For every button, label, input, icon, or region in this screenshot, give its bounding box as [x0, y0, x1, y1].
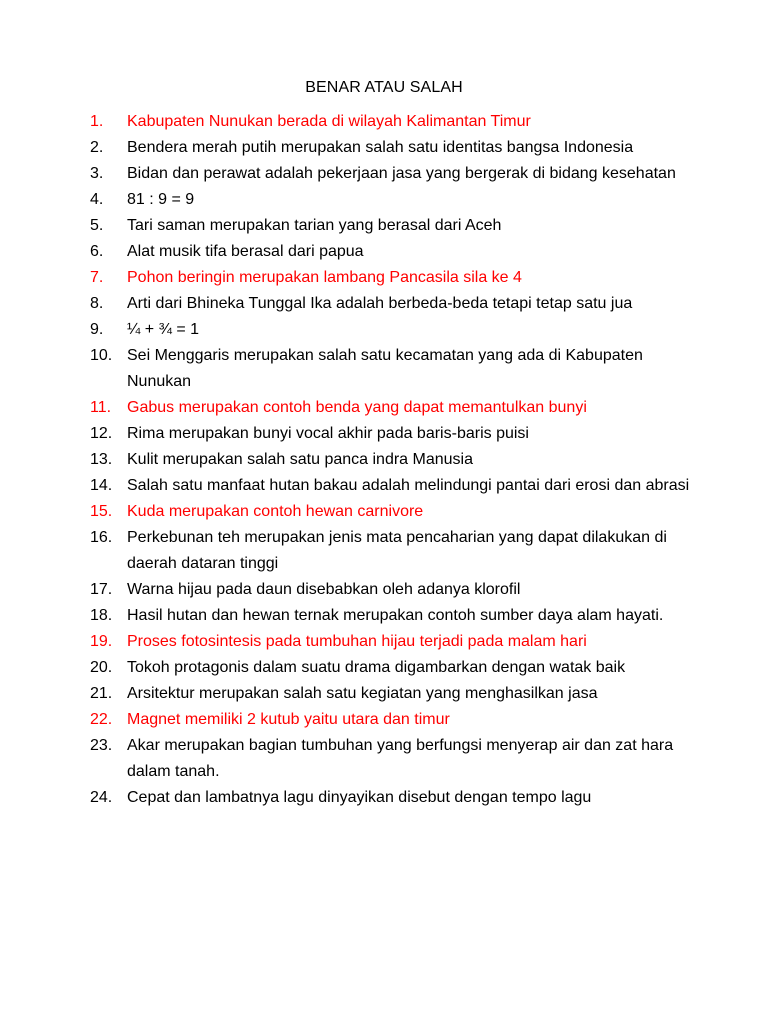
item-text: Proses fotosintesis pada tumbuhan hijau terjadi pada malam hari: [127, 633, 587, 650]
list-item: [90, 733, 690, 785]
item-number: 17.: [90, 581, 113, 598]
list-item: [90, 681, 690, 707]
item-text: Perkebunan teh merupakan jenis mata pencaharian yang dapat dilakukan di daerah dataran tinggi: [127, 529, 667, 572]
item-number: 9.: [90, 321, 104, 338]
item-number: 22.: [90, 711, 113, 728]
page-title: BENAR ATAU SALAH: [305, 79, 463, 96]
list-item: [90, 447, 690, 473]
item-number: 16.: [90, 529, 113, 546]
item-text: Tari saman merupakan tarian yang berasal dari Aceh: [127, 217, 502, 234]
item-text: Magnet memiliki 2 kutub yaitu utara dan timur: [127, 711, 450, 728]
list-item: [90, 473, 690, 499]
list-item: [90, 525, 690, 577]
list-item: [90, 785, 690, 811]
list-item: [90, 655, 690, 681]
item-text: Salah satu manfaat hutan bakau adalah melindungi pantai dari erosi dan abrasi: [127, 477, 690, 494]
statement-list: [90, 109, 690, 811]
list-item: [90, 291, 690, 317]
item-text: Sei Menggaris merupakan salah satu kecamatan yang ada di Kabupaten Nunukan: [127, 347, 643, 390]
item-number: 6.: [90, 243, 104, 260]
item-text: Kulit merupakan salah satu panca indra Manusia: [127, 451, 473, 468]
list-item: [90, 421, 690, 447]
list-item: [90, 161, 690, 187]
item-number: 7.: [90, 269, 104, 286]
list-item: [90, 213, 690, 239]
item-number: 18.: [90, 607, 113, 624]
item-number: 21.: [90, 685, 113, 702]
list-item: [90, 239, 690, 265]
item-number: 11.: [90, 399, 112, 416]
item-number: 24.: [90, 789, 113, 806]
item-text: Kuda merupakan contoh hewan carnivore: [127, 503, 424, 520]
item-number: 12.: [90, 425, 113, 442]
item-text: Arti dari Bhineka Tunggal Ika adalah berbeda-beda tetapi tetap satu jua: [127, 295, 633, 312]
list-item: [90, 343, 690, 395]
item-number: 3.: [90, 165, 104, 182]
list-item: [90, 265, 690, 291]
item-text: Kabupaten Nunukan berada di wilayah Kalimantan Timur: [127, 113, 531, 130]
item-text: Alat musik tifa berasal dari papua: [127, 243, 364, 260]
item-number: 23.: [90, 737, 113, 754]
item-text: Bendera merah putih merupakan salah satu identitas bangsa Indonesia: [127, 139, 634, 156]
list-item: [90, 603, 690, 629]
list-item: [90, 109, 690, 135]
list-item: [90, 629, 690, 655]
item-text: Gabus merupakan contoh benda yang dapat memantulkan bunyi: [127, 399, 587, 416]
list-item: [90, 577, 690, 603]
item-number: 20.: [90, 659, 113, 676]
item-text: Akar merupakan bagian tumbuhan yang berfungsi menyerap air dan zat hara dalam tanah.: [127, 737, 674, 780]
item-number: 13.: [90, 451, 113, 468]
item-number: 15.: [90, 503, 113, 520]
list-item: [90, 499, 690, 525]
list-item: [90, 395, 690, 421]
item-number: 8.: [90, 295, 104, 312]
item-number: 14.: [90, 477, 113, 494]
item-number: 10.: [90, 347, 113, 364]
item-text: Bidan dan perawat adalah pekerjaan jasa yang bergerak di bidang kesehatan: [127, 165, 676, 182]
item-number: 2.: [90, 139, 104, 156]
list-item: [90, 187, 690, 213]
item-text: ¼ + ¾ = 1: [127, 321, 200, 338]
item-text: Arsitektur merupakan salah satu kegiatan yang menghasilkan jasa: [127, 685, 598, 702]
item-text: Cepat dan lambatnya lagu dinyayikan disebut dengan tempo lagu: [127, 789, 592, 806]
item-number: 1.: [90, 113, 104, 130]
item-text: Rima merupakan bunyi vocal akhir pada baris-baris puisi: [127, 425, 529, 442]
item-text: Pohon beringin merupakan lambang Pancasila sila ke 4: [127, 269, 522, 286]
list-item: [90, 135, 690, 161]
item-text: 81 : 9 = 9: [127, 191, 195, 208]
item-number: 5.: [90, 217, 104, 234]
item-text: Warna hijau pada daun disebabkan oleh adanya klorofil: [127, 581, 521, 598]
item-text: Tokoh protagonis dalam suatu drama digambarkan dengan watak baik: [127, 659, 626, 676]
item-text: Hasil hutan dan hewan ternak merupakan contoh sumber daya alam hayati.: [127, 607, 664, 624]
list-item: [90, 707, 690, 733]
list-item: [90, 317, 690, 343]
item-number: 19.: [90, 633, 113, 650]
item-number: 4.: [90, 191, 104, 208]
